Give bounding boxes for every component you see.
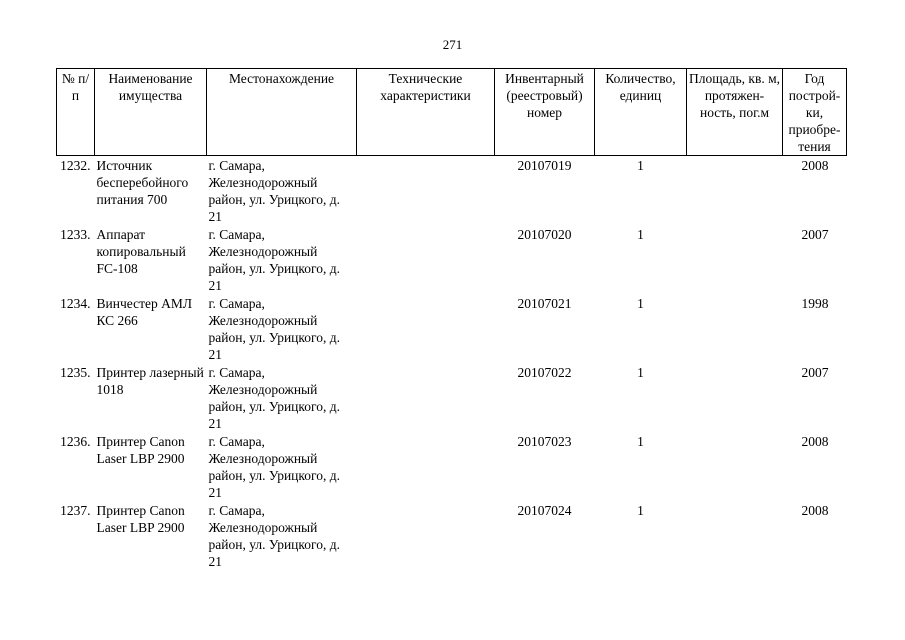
cell-area — [687, 156, 783, 226]
table-row — [57, 501, 847, 570]
header-specs: Технические характеристики — [357, 69, 495, 156]
table-row — [57, 432, 847, 501]
cell-name: Принтер Canon Laser LBP 2900 — [96, 503, 185, 535]
table-row — [57, 225, 847, 294]
cell-location: г. Самара, Железнодорожный район, ул. Урицкого, д. 21 — [208, 158, 340, 224]
cell-quantity: 1 — [637, 227, 644, 242]
cell-location: г. Самара, Железнодорожный район, ул. Урицкого, д. 21 — [208, 296, 340, 362]
cell-num: 1232. — [60, 158, 91, 173]
cell-specs — [357, 294, 495, 363]
cell-inventory: 20107022 — [517, 365, 572, 380]
cell-quantity: 1 — [637, 296, 644, 311]
cell-area — [687, 432, 783, 501]
property-registry-table — [56, 68, 847, 570]
cell-name: Винчестер АМЛ КС 266 — [96, 296, 192, 328]
header-quantity: Количество, единиц — [595, 69, 687, 156]
table-header-row — [57, 69, 847, 156]
table-row — [57, 294, 847, 363]
cell-location: г. Самара, Железнодорожный район, ул. Урицкого, д. 21 — [208, 227, 340, 293]
cell-specs — [357, 432, 495, 501]
cell-num: 1234. — [60, 296, 91, 311]
table-row — [57, 156, 847, 226]
cell-name: Источник бесперебойного питания 700 — [96, 158, 189, 207]
header-num: № п/п — [57, 69, 95, 156]
cell-year: 2007 — [801, 227, 829, 242]
cell-area — [687, 363, 783, 432]
header-year: Год построй-ки, приобре-тения — [783, 69, 847, 156]
table-row — [57, 363, 847, 432]
cell-name: Аппарат копировальный FC-108 — [96, 227, 186, 276]
cell-area — [687, 225, 783, 294]
cell-quantity: 1 — [637, 434, 644, 449]
cell-year: 2008 — [801, 503, 829, 518]
cell-area — [687, 294, 783, 363]
header-area: Площадь, кв. м, протяжен-ность, пог.м — [687, 69, 783, 156]
cell-name: Принтер Canon Laser LBP 2900 — [96, 434, 185, 466]
cell-location: г. Самара, Железнодорожный район, ул. Урицкого, д. 21 — [208, 434, 340, 500]
cell-inventory: 20107024 — [517, 503, 572, 518]
cell-year: 2007 — [801, 365, 829, 380]
cell-specs — [357, 501, 495, 570]
cell-num: 1237. — [60, 503, 91, 518]
cell-specs — [357, 363, 495, 432]
cell-location: г. Самара, Железнодорожный район, ул. Урицкого, д. 21 — [208, 503, 340, 569]
cell-inventory: 20107019 — [517, 158, 572, 173]
cell-year: 2008 — [801, 158, 829, 173]
cell-year: 2008 — [801, 434, 829, 449]
cell-area — [687, 501, 783, 570]
cell-quantity: 1 — [637, 158, 644, 173]
cell-num: 1233. — [60, 227, 91, 242]
cell-year: 1998 — [801, 296, 829, 311]
page-number: 271 — [442, 37, 463, 52]
cell-inventory: 20107023 — [517, 434, 572, 449]
cell-specs — [357, 225, 495, 294]
cell-specs — [357, 156, 495, 226]
header-name: Наименование имущества — [95, 69, 207, 156]
cell-quantity: 1 — [637, 365, 644, 380]
cell-location: г. Самара, Железнодорожный район, ул. Урицкого, д. 21 — [208, 365, 340, 431]
cell-name: Принтер лазерный 1018 — [96, 365, 204, 397]
cell-num: 1236. — [60, 434, 91, 449]
cell-inventory: 20107020 — [517, 227, 572, 242]
cell-quantity: 1 — [637, 503, 644, 518]
cell-inventory: 20107021 — [517, 296, 572, 311]
header-inventory: Инвентарный (реестровый) номер — [495, 69, 595, 156]
header-location: Местонахождение — [207, 69, 357, 156]
cell-num: 1235. — [60, 365, 91, 380]
